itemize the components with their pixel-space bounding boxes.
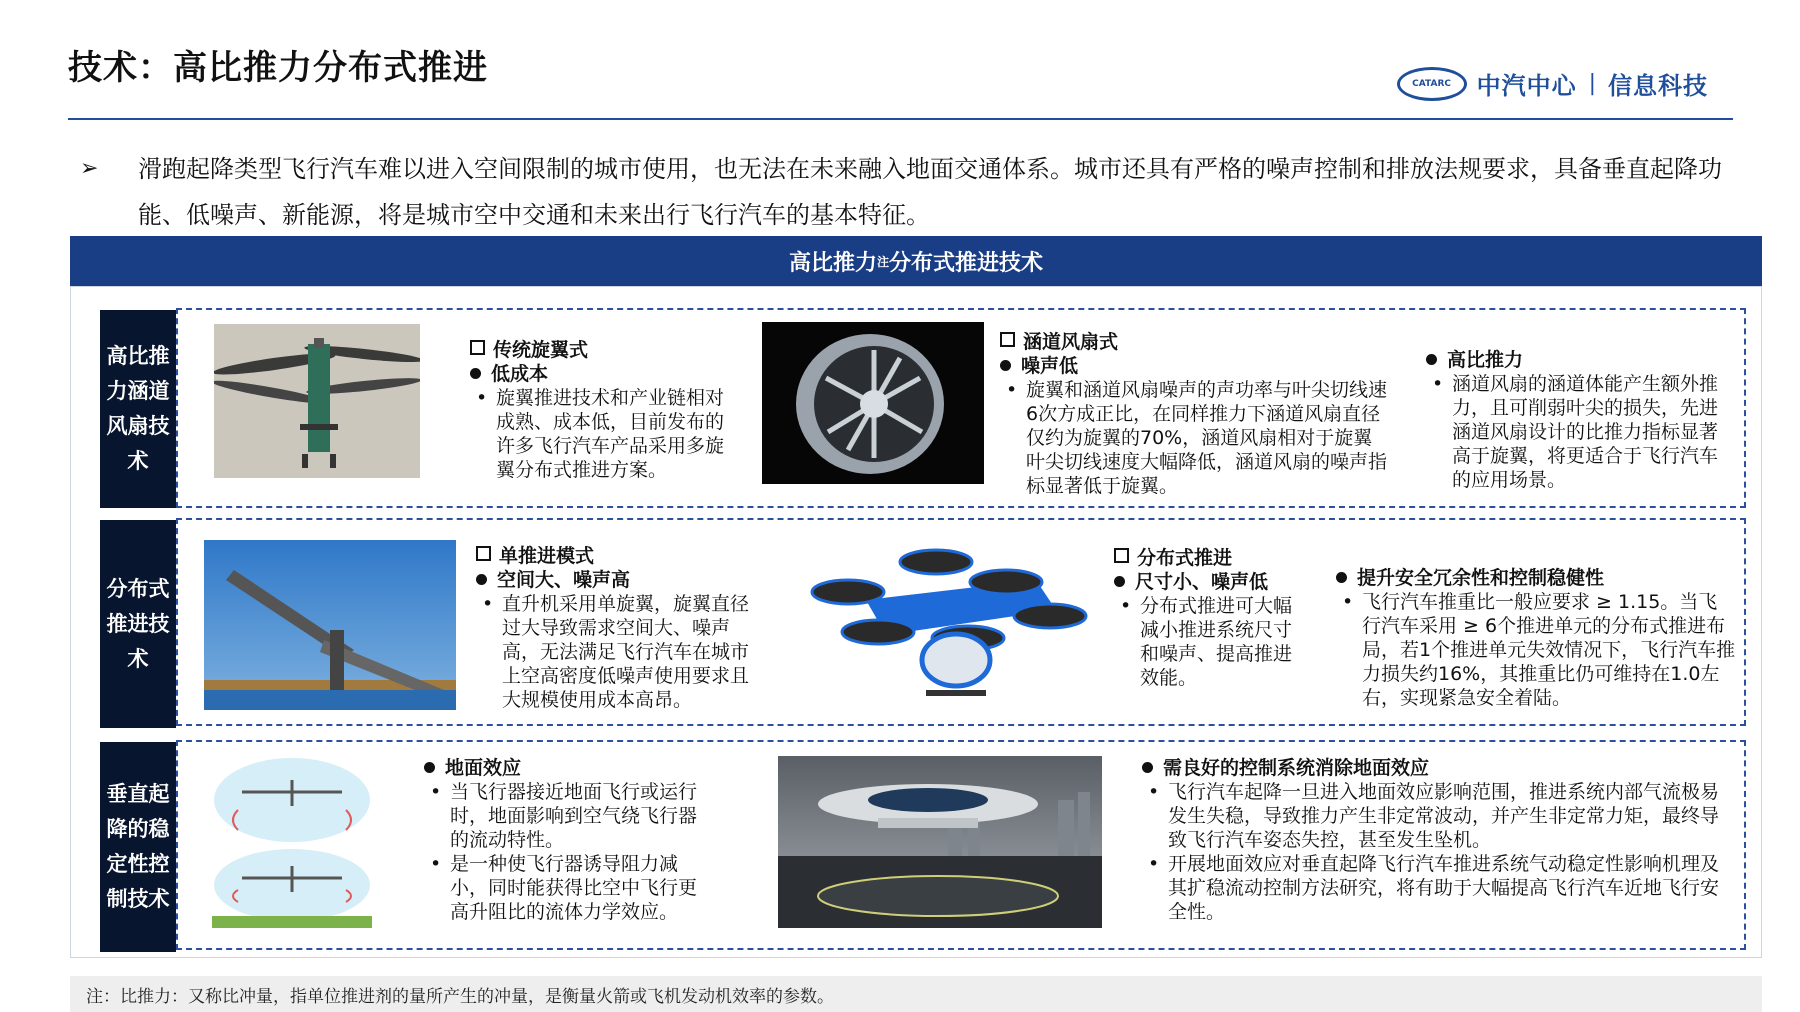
ducted-fan-photo — [762, 322, 984, 484]
banner-prefix: 高比推力 — [788, 250, 877, 276]
row3-col2 — [1142, 756, 1722, 924]
row1-col2-subheading: 噪声低 — [1021, 355, 1079, 377]
banner-footnote-mark: 注 — [876, 254, 889, 269]
row1-col3 — [1426, 348, 1726, 492]
row1-col1-bullet: • 旋翼推进技术和产业链相对成熟、成本低，目前发布的许多飞行汽车产品采用多旋翼分布式推进方案。 — [470, 386, 740, 482]
row1-col1 — [470, 338, 740, 482]
banner-suffix: 分布式推进技术 — [889, 250, 1044, 276]
square-bullet-icon — [1000, 332, 1015, 347]
round-bullet-icon — [1336, 572, 1347, 583]
section-banner — [70, 236, 1762, 286]
row3-col1-bullet: • 是一种使飞行器诱导阻力减小，同时能获得比空中飞行更高升阻比的流体力学效应。 — [424, 852, 704, 924]
row1-col3-bullet: • 涵道风扇的涵道体能产生额外推力，且可削弱叶尖的损失，先进涵道风扇设计的比推力指标显著高于旋翼，将更适合于飞行汽车的应用场景。 — [1426, 372, 1726, 492]
row-label-vtol-stability: 垂直起降的稳定性控制技术 — [100, 742, 176, 952]
row-label-distributed: 分布式推进技术 — [100, 520, 176, 728]
logo-unit: 信息科技 — [1608, 72, 1708, 100]
row1-col2 — [1000, 330, 1390, 498]
ground-effect-diagram — [208, 750, 376, 932]
round-bullet-icon — [1000, 360, 1011, 371]
page-title: 技术：高比推力分布式推进 — [68, 48, 488, 88]
catarc-logo-mark: CATARC — [1397, 67, 1467, 101]
multirotor-photo — [214, 324, 420, 478]
round-bullet-icon — [424, 762, 435, 773]
round-bullet-icon — [1426, 354, 1437, 365]
square-bullet-icon — [476, 546, 491, 561]
row3-col1-subheading: 地面效应 — [445, 757, 522, 779]
row1-col1-heading: 传统旋翼式 — [493, 339, 589, 361]
distributed-ducted-vehicle-render — [786, 540, 1100, 710]
intro-text: 滑跑起降类型飞行汽车难以进入空间限制的城市使用，也无法在未来融入地面交通体系。城市还具有严格的噪声控制和排放法规要求，具备垂直起降功能、低噪声、新能源，将是城市空中交通和未来出行飞行汽车的基本特征。 — [138, 155, 1722, 229]
logo-separator: | — [1588, 71, 1596, 96]
row2-col1-subheading: 空间大、噪声高 — [497, 569, 631, 591]
row3-col2-bullet: • 飞行汽车起降一旦进入地面效应影响范围，推进系统内部气流极易发生失稳，导致推力产生非定常波动，并产生非定常力矩，最终导致飞行汽车姿态失控，甚至发生坠机。 — [1142, 780, 1722, 852]
row2-col1-bullet: • 直升机采用单旋翼，旋翼直径过大导致需求空间大、噪声高，无法满足飞行汽车在城市上空高密度低噪声使用要求且大规模使用成本高昂。 — [476, 592, 754, 712]
row1-col2-bullet: • 旋翼和涵道风扇噪声的声功率与叶尖切线速6次方成正比，在同样推力下涵道风扇直径仅约为旋翼的70%，涵道风扇相对于旋翼叶尖切线速度大幅降低，涵道风扇的噪声指标显著低于旋翼。 — [1000, 378, 1390, 498]
row2-col1-heading: 单推进模式 — [499, 545, 595, 567]
row2-col2-heading: 分布式推进 — [1137, 547, 1233, 569]
row2-col2-subheading: 尺寸小、噪声低 — [1135, 571, 1269, 593]
row2-col3-subheading: 提升安全冗余性和控制稳健性 — [1357, 567, 1605, 589]
row1-col3-subheading: 高比推力 — [1447, 349, 1524, 371]
footnote: 注：比推力：又称比冲量，指单位推进剂的量所产生的冲量，是衡量火箭或飞机发动机效率的参数。 — [70, 976, 1762, 1012]
row2-col3 — [1336, 566, 1736, 710]
flying-car-landing-render — [778, 756, 1102, 928]
round-bullet-icon — [470, 368, 481, 379]
header-divider — [68, 118, 1733, 120]
row1-col1-subheading: 低成本 — [491, 363, 549, 385]
round-bullet-icon — [476, 574, 487, 585]
square-bullet-icon — [1114, 548, 1129, 563]
row3-col2-bullet: • 开展地面效应对垂直起降飞行汽车推进系统气动稳定性影响机理及其扩稳流动控制方法研究，将有助于大幅提高飞行汽车近地飞行安全性。 — [1142, 852, 1722, 924]
row2-col3-bullet: • 飞行汽车推重比一般应要求 ≥ 1.15。当飞行汽车采用 ≥ 6个推进单元的分布式推进布局，若1个推进单元失效情况下，飞行汽车推力损失约16%，其推重比仍可维持在1.0左右，实现紧急安全着陆。 — [1336, 590, 1736, 710]
row-label-ducted-fan: 高比推力涵道风扇技术 — [100, 310, 176, 508]
logo-name: 中汽中心 — [1476, 72, 1577, 100]
round-bullet-icon — [1114, 576, 1125, 587]
round-bullet-icon — [1142, 762, 1153, 773]
row2-col1 — [476, 544, 754, 712]
intro-paragraph — [80, 146, 1740, 238]
row2-col2 — [1114, 546, 1294, 690]
helicopter-rotor-photo — [204, 540, 456, 710]
row2-col2-bullet: • 分布式推进可大幅减小推进系统尺寸和噪声、提高推进效能。 — [1114, 594, 1294, 690]
company-logo — [1397, 66, 1708, 101]
row3-col1-bullet: • 当飞行器接近地面飞行或运行时，地面影响到空气绕飞行器的流动特性。 — [424, 780, 704, 852]
square-bullet-icon — [470, 340, 485, 355]
row3-col1 — [424, 756, 704, 924]
row1-col2-heading: 涵道风扇式 — [1023, 331, 1119, 353]
row3-col2-subheading: 需良好的控制系统消除地面效应 — [1163, 757, 1430, 779]
arrow-bullet-icon: ➢ — [80, 156, 99, 181]
